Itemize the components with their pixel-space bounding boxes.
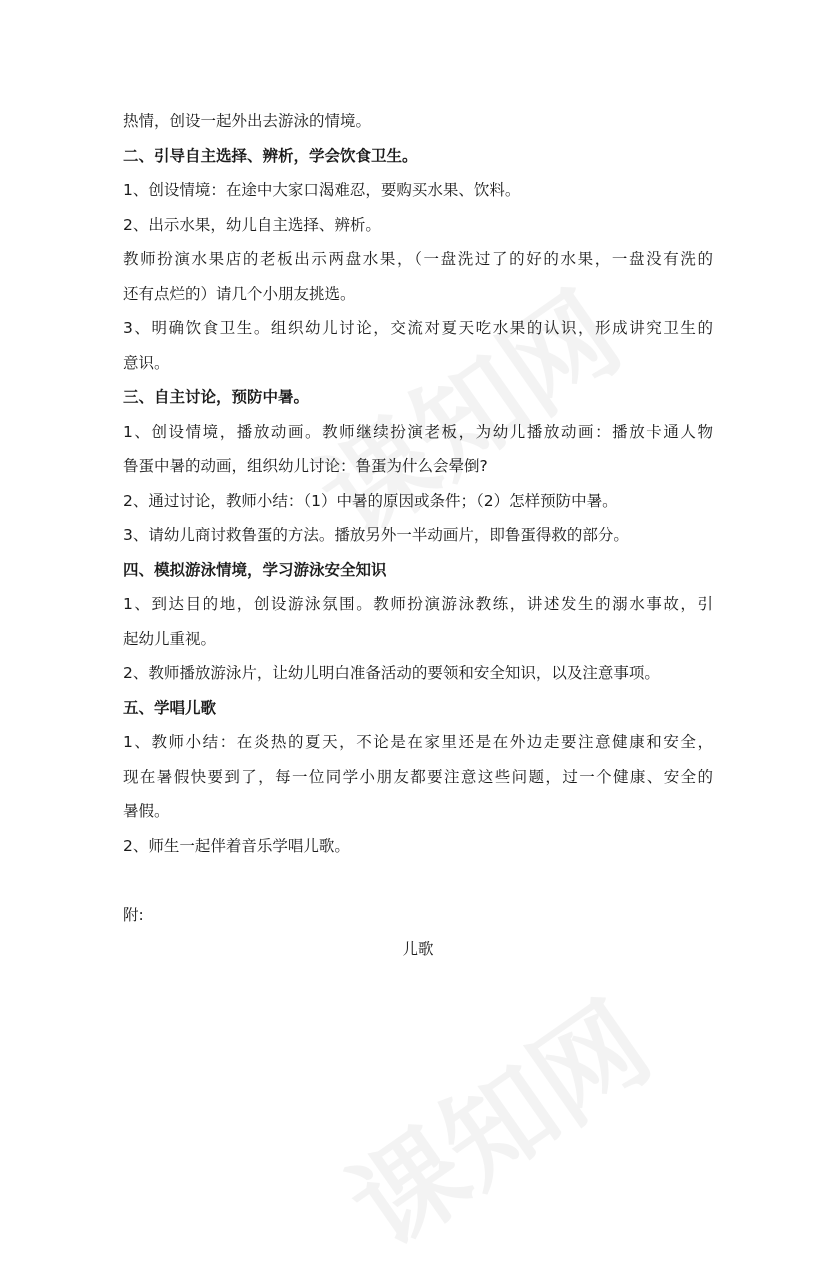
blank-line <box>123 863 713 898</box>
paragraph-line: 2、教师播放游泳片，让幼儿明白准备活动的要领和安全知识，以及注意事项。 <box>123 664 660 682</box>
document-body <box>123 104 713 967</box>
paragraph-line: 3、明确饮食卫生。组织幼儿讨论，交流对夏天吃水果的认识，形成讲究卫生的 <box>123 319 713 337</box>
paragraph-line: 现在暑假快要到了，每一位同学小朋友都要注意这些问题，过一个健康、安全的 <box>123 767 713 786</box>
section-heading-3: 三、自主讨论，预防中暑。 <box>123 388 310 406</box>
paragraph-line: 2、师生一起伴着音乐学唱儿歌。 <box>123 836 350 855</box>
section-heading-5: 五、学唱儿歌 <box>123 698 217 717</box>
song-title: 儿歌 <box>402 940 434 958</box>
paragraph-line: 起幼儿重视。 <box>123 629 217 648</box>
watermark-bottom <box>315 960 676 1278</box>
appendix-label: 附: <box>123 905 144 924</box>
paragraph-line: 2、出示水果，幼儿自主选择、辨析。 <box>123 215 381 234</box>
paragraph-line: 1、教师小结：在炎热的夏天，不论是在家里还是在外边走要注意健康和安全， <box>123 733 713 751</box>
paragraph-line: 意识。 <box>123 353 170 372</box>
paragraph-line: 暑假。 <box>123 802 170 820</box>
paragraph-line: 1、到达目的地，创设游泳氛围。教师扮演游泳教练，讲述发生的溺水事故，引 <box>123 595 713 613</box>
paragraph-line: 还有点烂的）请几个小朋友挑选。 <box>123 284 356 303</box>
paragraph-line: 3、请幼儿商讨救鲁蛋的方法。播放另外一半动画片，即鲁蛋得救的部分。 <box>123 526 629 544</box>
paragraph-line: 1、创设情境：在途中大家口渴难忍，要购买水果、饮料。 <box>123 181 521 199</box>
section-heading-2: 二、引导自主选择、辨析，学会饮食卫生。 <box>123 146 418 165</box>
paragraph-line: 1、创设情境，播放动画。教师继续扮演老板，为幼儿播放动画：播放卡通人物 <box>123 422 713 441</box>
paragraph-line: 热情，创设一起外出去游泳的情境。 <box>123 112 372 130</box>
section-heading-4: 四、模拟游泳情境，学习游泳安全知识 <box>123 560 387 579</box>
paragraph-line: 教师扮演水果店的老板出示两盘水果，（一盘洗过了的好的水果，一盘没有洗的 <box>123 250 713 268</box>
paragraph-line: 2、通过讨论，教师小结：（1）中暑的原因或条件；（2）怎样预防中暑。 <box>123 491 618 510</box>
paragraph-line: 鲁蛋中暑的动画，组织幼儿讨论：鲁蛋为什么会晕倒? <box>123 457 488 475</box>
